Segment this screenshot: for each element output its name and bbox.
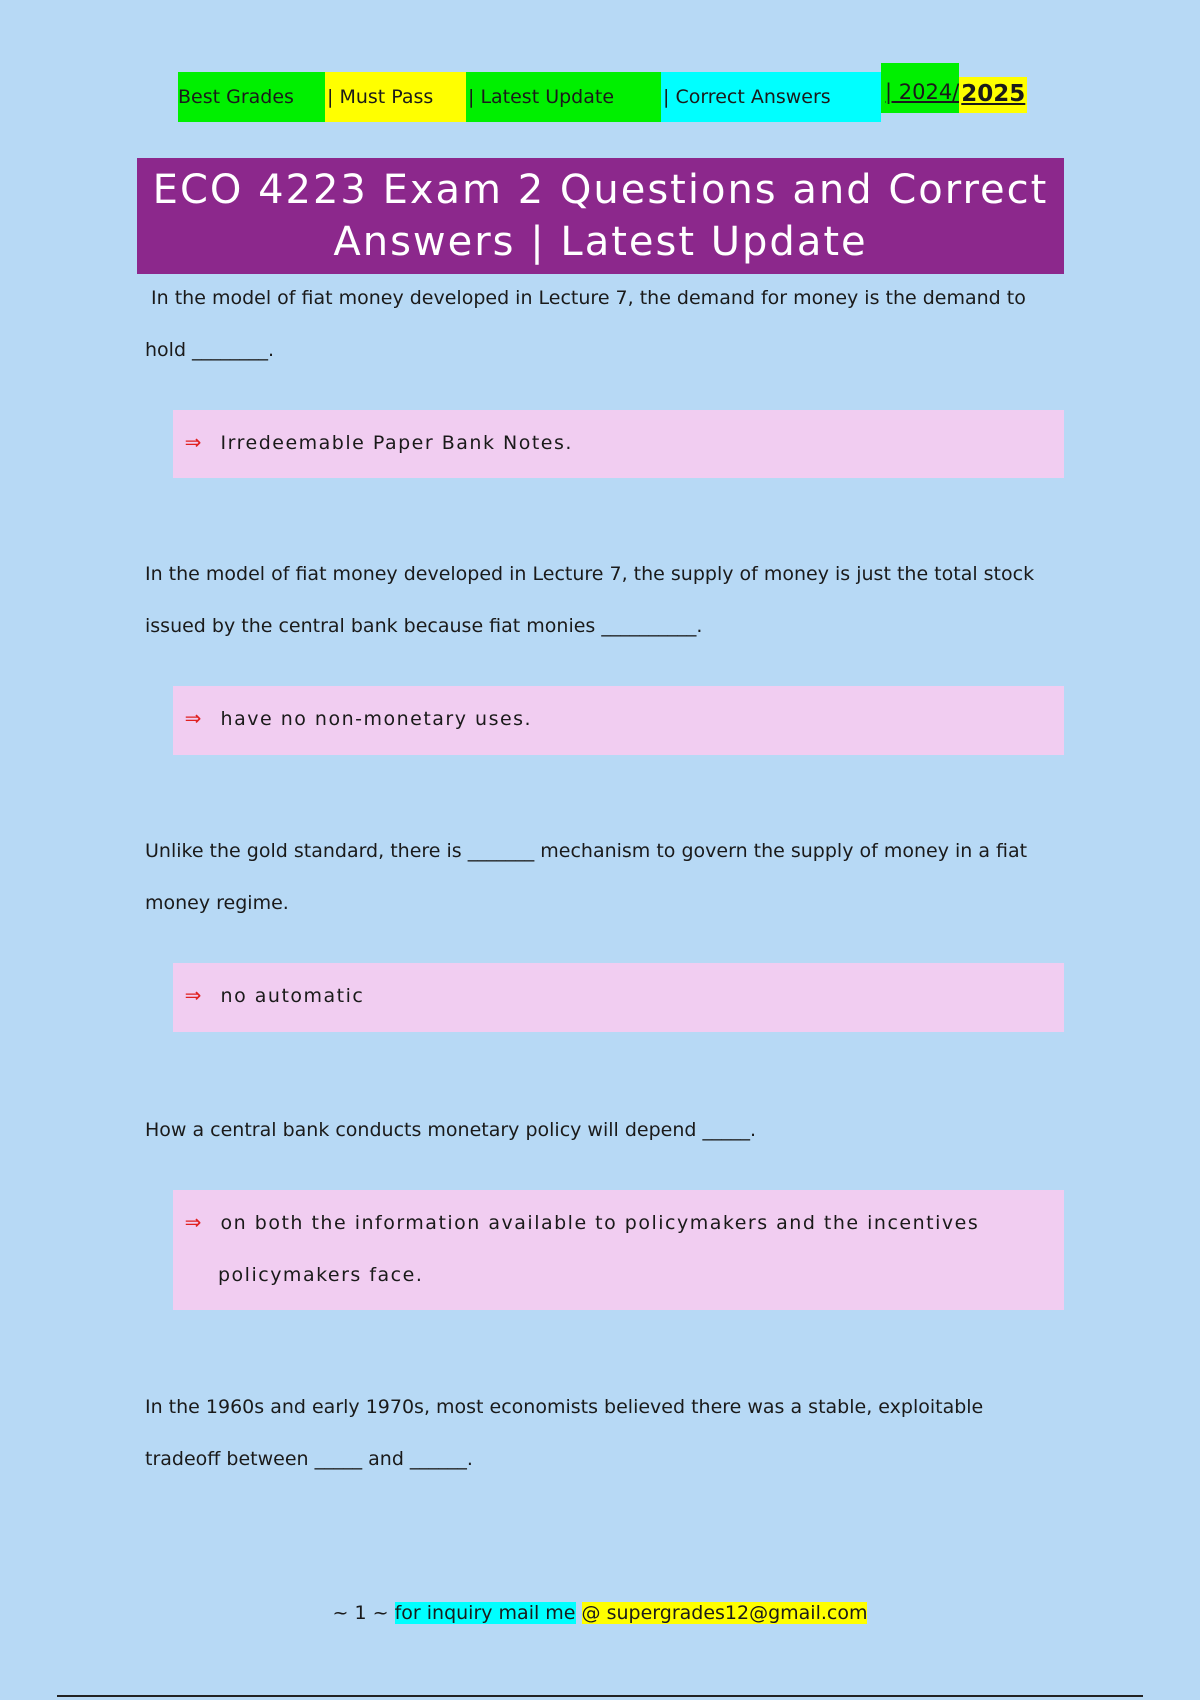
footer-divider [57,1695,1143,1697]
tag-bar [178,72,1027,122]
question-5 [145,1381,1065,1485]
question-4 [145,1104,1065,1156]
tag-best-grades: Best Grades [178,72,325,122]
arrow-icon: ⇒ [184,430,202,454]
answer-1 [173,410,1064,478]
question-3-line-1: Unlike the gold standard, there is _______ mechanism to govern the supply of money in a fiat [145,840,1028,862]
tag-year-end: 2025 [959,77,1027,113]
question-2-line-1: In the model of fiat money developed in Lecture 7, the supply of money is just the total stock [145,563,1035,585]
arrow-icon: ⇒ [184,1210,202,1234]
tag-year-start: | 2024/ [881,63,959,113]
question-2 [145,548,1065,652]
answer-4-text-line-2: policymakers face. [218,1264,424,1286]
question-3-line-2: money regime. [145,892,289,914]
tag-must-pass: | Must Pass [325,72,466,122]
answer-4 [173,1190,1064,1310]
title-line-1: ECO 4223 Exam 2 Questions and Correct [152,167,1049,213]
question-5-line-2: tradeoff between _____ and ______. [145,1448,473,1470]
page-number: ~ 1 ~ [332,1602,389,1624]
question-2-line-2: issued by the central bank because fiat monies __________. [145,615,703,637]
answer-1-text: Irredeemable Paper Bank Notes. [220,432,573,454]
tag-year [881,72,1027,122]
page-title [137,158,1064,274]
contact-email: @ supergrades12@gmail.com [581,1602,868,1624]
answer-3 [173,963,1064,1032]
tag-latest-update: | Latest Update [466,72,661,122]
arrow-icon: ⇒ [184,983,202,1007]
answer-2-text: have no non-monetary uses. [220,708,533,730]
inquiry-text: for inquiry mail me [394,1602,576,1624]
arrow-icon: ⇒ [184,706,202,730]
tag-correct-answers: | Correct Answers [661,72,881,122]
question-5-line-1: In the 1960s and early 1970s, most economists believed there was a stable, exploitable [145,1396,984,1418]
question-1-line-1: In the model of fiat money developed in Lecture 7, the demand for money is the demand to [145,287,1026,309]
page-footer [0,1598,1200,1628]
question-1-line-2: hold ________. [145,339,275,361]
question-1 [145,272,1065,376]
answer-2 [173,686,1064,755]
answer-4-text-line-1: on both the information available to policymakers and the incentives [220,1212,980,1234]
title-line-2: Answers | Latest Update [333,219,868,265]
question-3 [145,825,1065,929]
question-4-line-1: How a central bank conducts monetary policy will depend _____. [145,1119,757,1141]
answer-3-text: no automatic [220,985,365,1007]
